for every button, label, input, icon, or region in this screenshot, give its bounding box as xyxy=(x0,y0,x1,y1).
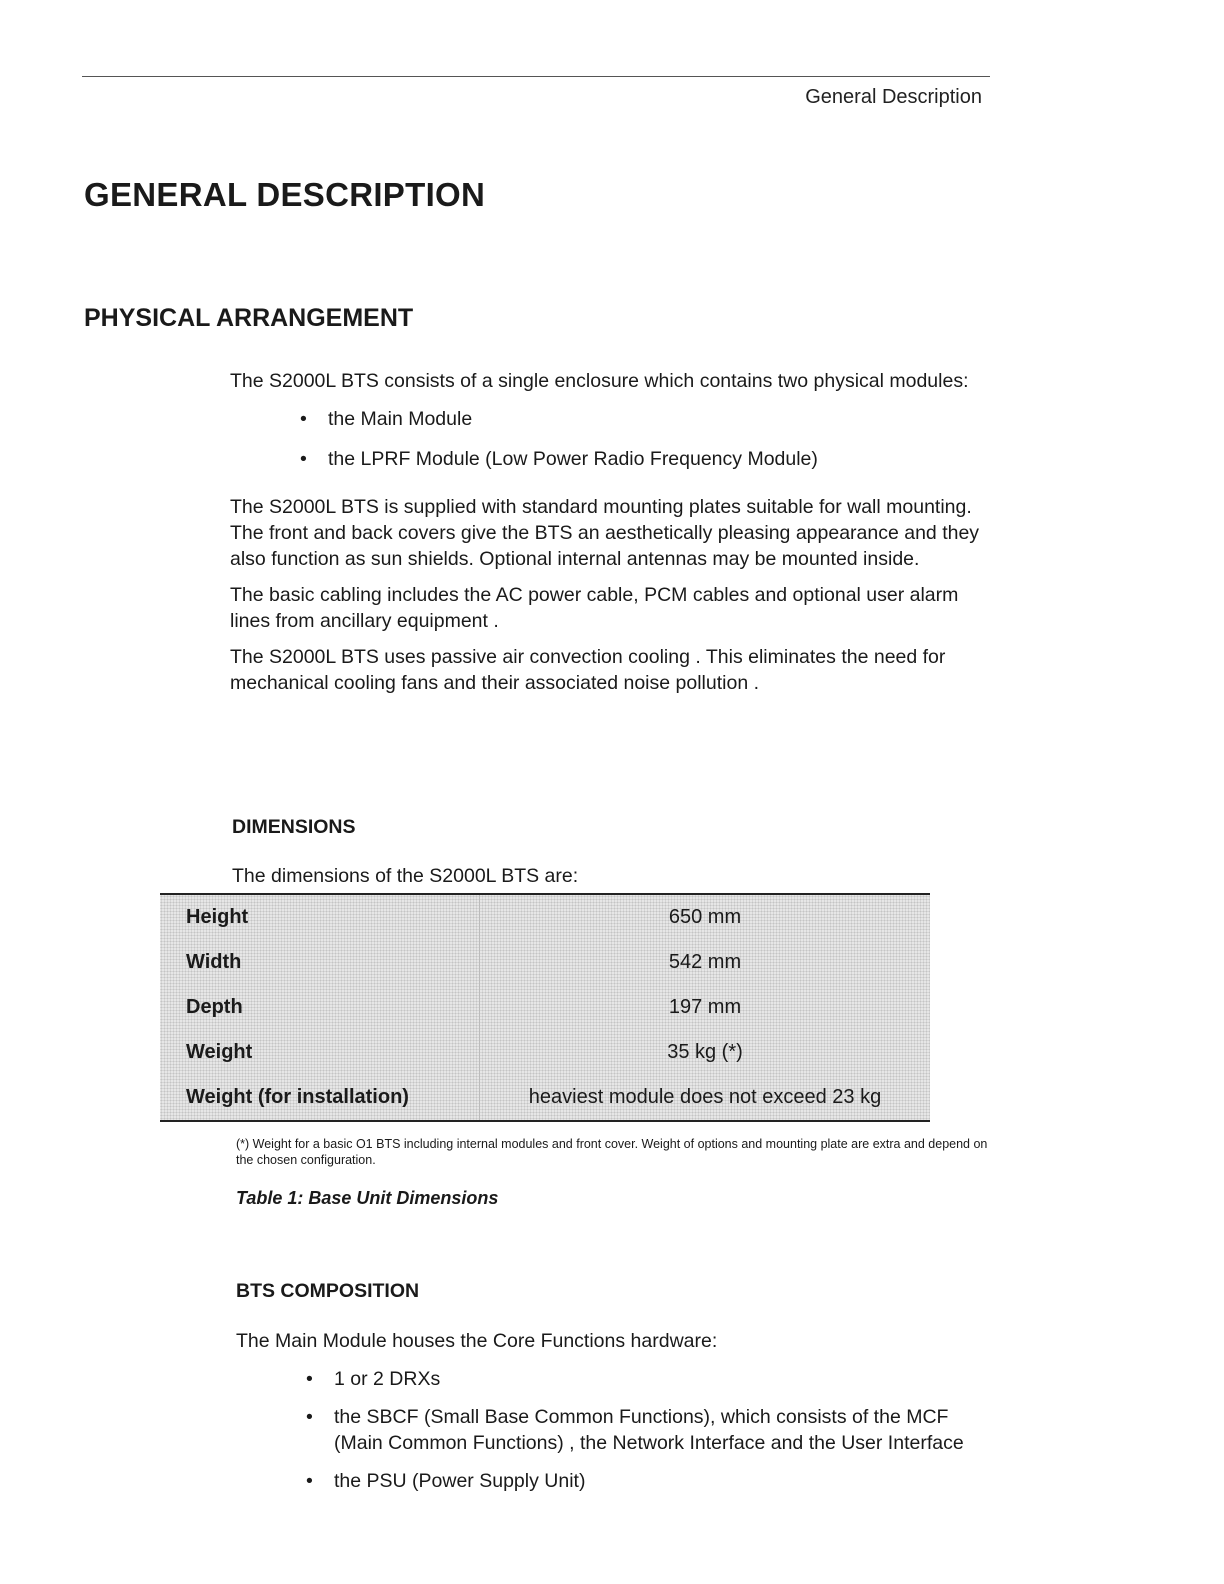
list-item: • the SBCF (Small Base Common Functions), which consists of the MCF (Main Common Functions) , the Network Interface and the User Interface xyxy=(306,1406,964,1454)
page-title: GENERAL DESCRIPTION xyxy=(84,176,486,213)
cabling-paragraph: The basic cabling includes the AC power cable, PCM cables and optional user alarm lines from ancillary equipment . xyxy=(230,584,959,632)
bullet-icon: • xyxy=(306,1368,313,1390)
header-rule xyxy=(82,76,990,77)
list-item: • the LPRF Module (Low Power Radio Frequency Module) xyxy=(300,448,818,470)
row-label: Depth xyxy=(160,985,480,1030)
dimensions-title: DIMENSIONS xyxy=(232,816,356,838)
list-item: • the Main Module xyxy=(300,408,473,430)
composition-intro: The Main Module houses the Core Functions hardware: xyxy=(236,1330,718,1352)
bullet-icon: • xyxy=(300,448,307,470)
table-caption: Table 1: Base Unit Dimensions xyxy=(236,1188,499,1208)
table-row xyxy=(160,985,930,1030)
bullet-icon: • xyxy=(306,1406,313,1428)
row-value: 35 kg (*) xyxy=(667,1041,743,1063)
row-label: Width xyxy=(160,940,480,985)
table-row xyxy=(160,895,930,940)
cooling-paragraph: The S2000L BTS uses passive air convection cooling . This eliminates the need for mechanical cooling fans and their associated noise pollution . xyxy=(230,646,946,694)
table-row xyxy=(160,1030,930,1075)
dimensions-intro: The dimensions of the S2000L BTS are: xyxy=(232,865,579,887)
table-row xyxy=(160,1075,930,1120)
bullet-icon: • xyxy=(300,408,307,430)
intro-paragraph: The S2000L BTS consists of a single enclosure which contains two physical modules: xyxy=(230,370,969,392)
composition-body xyxy=(236,1328,996,1494)
row-value: 197 mm xyxy=(668,996,742,1018)
row-value: 542 mm xyxy=(668,951,742,973)
row-value: 650 mm xyxy=(668,906,742,928)
composition-title: BTS COMPOSITION xyxy=(236,1280,420,1302)
section-body xyxy=(230,368,990,696)
section-title: PHYSICAL ARRANGEMENT xyxy=(84,304,414,332)
row-label: Weight xyxy=(160,1030,480,1075)
table-footnote: (*) Weight for a basic O1 BTS including internal modules and front cover. Weight of options and mounting plate are extra and depend on the chosen configuration. xyxy=(236,1137,988,1167)
row-label: Weight (for installation) xyxy=(160,1075,480,1120)
row-label: Height xyxy=(160,895,480,940)
composition-list xyxy=(236,1366,996,1494)
row-value: heaviest module does not exceed 23 kg xyxy=(528,1086,882,1108)
running-header: General Description xyxy=(805,86,982,108)
mounting-paragraph: The S2000L BTS is supplied with standard mounting plates suitable for wall mounting. The front and back covers give the BTS an aesthetically pleasing appearance and they also function as sun shields. Optional internal antennas may be mounted inside. xyxy=(230,496,980,570)
bullet-icon: • xyxy=(306,1470,313,1492)
table-row xyxy=(160,940,930,985)
list-item: • 1 or 2 DRXs xyxy=(306,1368,441,1390)
dimensions-table xyxy=(160,893,930,1122)
list-item: • the PSU (Power Supply Unit) xyxy=(306,1470,586,1492)
module-list xyxy=(230,406,990,472)
